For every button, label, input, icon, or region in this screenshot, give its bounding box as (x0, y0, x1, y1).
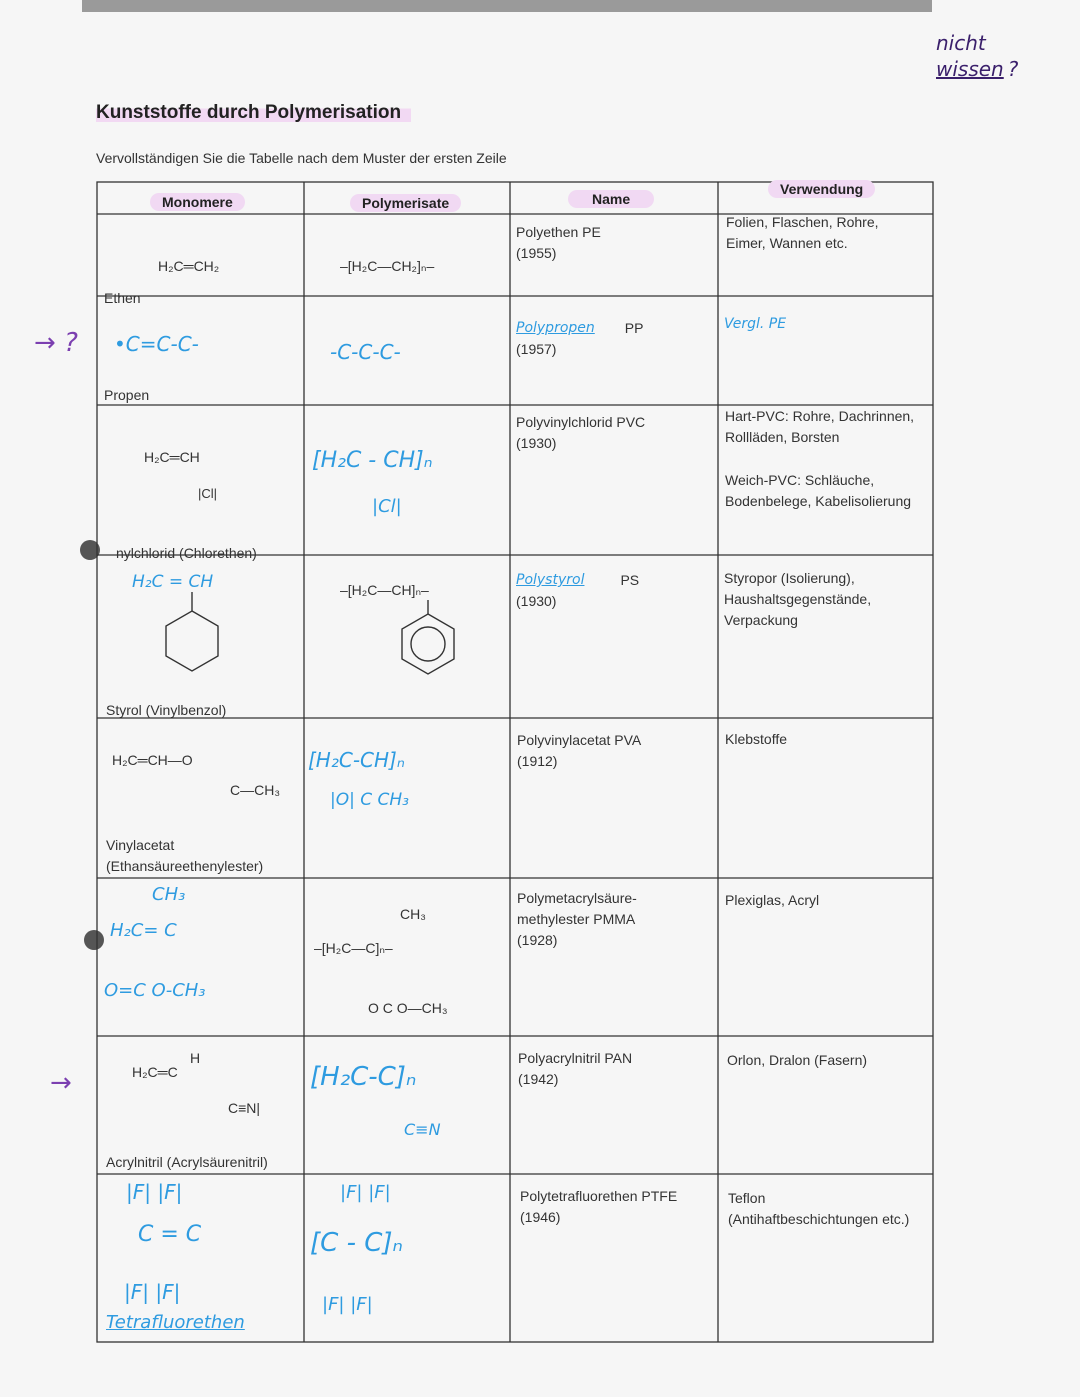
polymer-sub: C≡N (404, 1120, 441, 1139)
use-text: Folien, Flaschen, Rohre, Eimer, Wannen etc. (726, 214, 879, 251)
use-text: Vergl. PE (724, 316, 787, 332)
polymer-formula: [H₂C - CH]ₙ (312, 448, 433, 473)
year-text: (1955) (516, 245, 557, 261)
name-text: Polyethen PE (516, 224, 601, 240)
use-line1: Hart-PVC: Rohre, Dachrinnen, Rollläden, Borsten (725, 408, 915, 445)
monomer-sub: O=C O-CH₃ (104, 980, 206, 1001)
monomer-sub: C≡N| (228, 1100, 261, 1116)
abbr-text: PP (624, 320, 644, 336)
year-text: (1946) (520, 1209, 561, 1225)
header-verwendung: Verwendung (768, 180, 875, 198)
name-text: Polyvinylacetat PVA (517, 732, 642, 748)
monomer-formula: C = C (138, 1222, 202, 1247)
monomer-formula: •C=C-C- (114, 332, 199, 356)
monomer-name: Tetrafluorethen (106, 1312, 245, 1333)
use-text: Styropor (Isolierung), Haushaltsgegenstände, Verpackung (724, 570, 872, 628)
use-text: Teflon (Antihaftbeschichtungen etc.) (728, 1190, 910, 1227)
year-text: (1930) (516, 593, 557, 609)
polymer-formula: –[H₂C—CH]ₙ– (340, 582, 429, 598)
polymer-name (517, 730, 641, 772)
name-text: Polyacrylnitril PAN (518, 1050, 633, 1066)
use-text (725, 406, 915, 512)
polymer-name (517, 888, 697, 951)
side-arrow-row2: → ? (34, 328, 78, 358)
margin-note-mark: ? (1007, 57, 1019, 81)
use-line2: Weich-PVC: Schläuche, Bodenbelege, Kabelisolierung (725, 472, 912, 509)
polymer-top: CH₃ (400, 906, 426, 922)
use-text: Klebstoffe (725, 731, 788, 747)
name-text: Polyvinylchlorid PVC (516, 414, 646, 430)
polymer-name (516, 570, 639, 612)
page-title: Kunststoffe durch Polymerisation (96, 102, 411, 124)
monomer-name-line2: (Ethansäureethenylester) (106, 858, 264, 874)
instruction-text: Vervollständigen Sie die Tabelle nach dem Muster der ersten Zeile (96, 150, 507, 166)
monomer-formula: H₂C═CH (144, 449, 200, 465)
margin-note-line1: nicht (936, 31, 986, 55)
monomer-formula: H₂C═C (132, 1064, 178, 1080)
side-arrow-row7: → (50, 1068, 72, 1098)
year-text: (1912) (517, 753, 558, 769)
polymer-formula: -C-C-C- (330, 340, 401, 364)
name-text: Polytetrafluorethen PTFE (520, 1188, 678, 1204)
polymer-top: |F| |F| (340, 1182, 391, 1203)
name-text: Polypropen (516, 320, 595, 336)
header-name: Name (568, 190, 654, 208)
side-question-mark: ? (64, 328, 78, 358)
monomer-sub: |F| |F| (124, 1280, 181, 1304)
header-polymerisate: Polymerisate (350, 194, 461, 212)
polymer-name (516, 318, 643, 360)
year-text: (1928) (517, 932, 558, 948)
name-text: Polymetacrylsäure-methylester PMMA (517, 890, 637, 927)
polymer-formula: [H₂C-CH]ₙ (308, 748, 405, 772)
monomer-name-line1: Vinylacetat (106, 837, 175, 853)
monomer-top: CH₃ (152, 884, 186, 905)
monomer-name: Ethen (104, 290, 141, 306)
header-monomere: Monomere (150, 193, 245, 211)
monomer-formula: H₂C═CH—O (112, 752, 193, 768)
monomer-formula: H₂C = CH (132, 572, 214, 592)
monomer-top: H (190, 1050, 201, 1066)
year-text: (1930) (516, 435, 557, 451)
polymer-sub: |Cl| (372, 496, 402, 517)
use-text: Orlon, Dralon (Fasern) (727, 1052, 868, 1068)
name-text: Polystyrol (516, 572, 585, 588)
monomer-formula: H₂C═CH₂ (158, 258, 220, 274)
monomer-name: Propen (104, 387, 150, 403)
polymer-sub: |F| |F| (322, 1294, 373, 1315)
margin-note-line2: wissen (936, 57, 1004, 81)
benzene-ring-monomer (166, 611, 218, 671)
polymer-name (516, 222, 601, 264)
abbr-text: PS (620, 572, 640, 588)
monomer-top: |F| |F| (126, 1180, 183, 1204)
monomer-sub: |Cl| (198, 486, 218, 501)
benzene-ring-polymer (402, 614, 454, 674)
use-text: Plexiglas, Acryl (725, 892, 820, 908)
year-text: (1942) (518, 1071, 559, 1087)
monomer-formula: H₂C= C (110, 920, 177, 941)
polymer-sub: |O| C CH₃ (330, 790, 409, 810)
monomer-name (106, 835, 263, 877)
polymer-formula: –[H₂C—CH₂]ₙ– (340, 258, 435, 274)
polymer-formula: –[H₂C—C]ₙ– (314, 940, 393, 956)
monomer-name: Acrylnitril (Acrylsäurenitril) (106, 1154, 268, 1170)
monomer-name: nylchlorid (Chlorethen) (116, 545, 257, 561)
polymer-name (516, 412, 645, 454)
polymer-name (518, 1048, 632, 1090)
polymer-formula: [C - C]ₙ (310, 1228, 403, 1258)
polymer-sub: O C O—CH₃ (368, 1000, 448, 1016)
monomer-sub: C—CH₃ (230, 782, 281, 798)
monomer-name: Styrol (Vinylbenzol) (106, 702, 227, 718)
polymer-formula: [H₂C-C]ₙ (310, 1062, 417, 1092)
polymer-name (520, 1186, 677, 1228)
year-text: (1957) (516, 341, 557, 357)
